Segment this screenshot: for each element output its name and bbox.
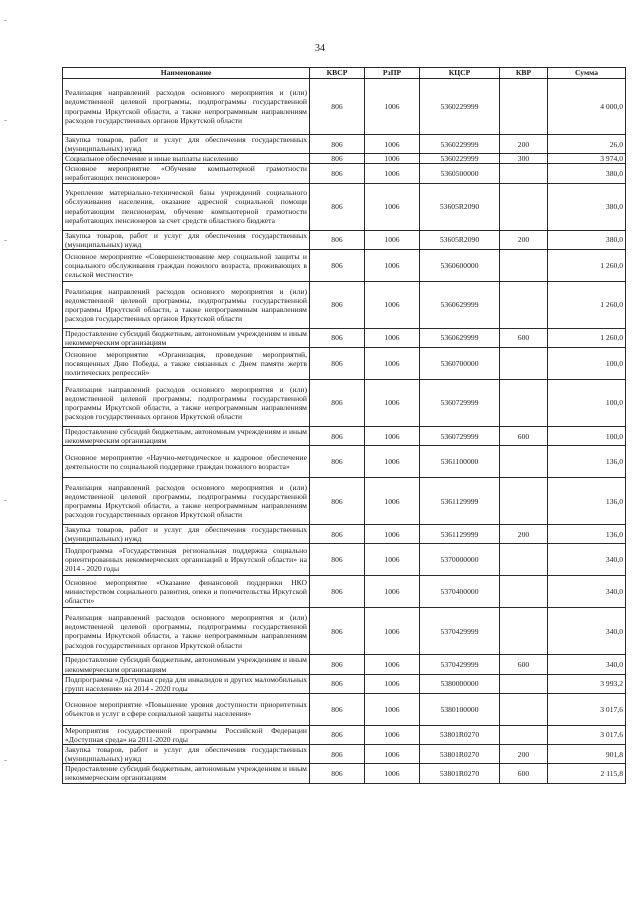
table-row [63, 576, 626, 608]
row-kvr-cell [500, 249, 548, 281]
row-rzpr-cell: 1006 [365, 745, 420, 764]
row-kvr-cell: 600 [500, 328, 548, 347]
row-kvsr-cell: 806 [310, 608, 365, 655]
row-kvsr-cell: 806 [310, 328, 365, 347]
row-sum-cell: 2 115,8 [548, 764, 626, 783]
row-kvsr-cell: 806 [310, 674, 365, 693]
row-kcsr-cell: 5361100000 [420, 446, 500, 478]
row-kvr-cell [500, 725, 548, 744]
column-header-rzpr: РзПР [365, 68, 420, 79]
row-name-cell: Основное мероприятие «Совершенствование мер социальной защиты и социального обслуживания граждан пожилого возраста, проживающих в сельской местности» [63, 249, 310, 281]
column-header-name: Наименование [63, 68, 310, 79]
row-kvsr-cell: 806 [310, 544, 365, 576]
table-row [63, 525, 626, 544]
row-kvsr-cell: 806 [310, 135, 365, 154]
row-rzpr-cell: 1006 [365, 655, 420, 674]
row-name-cell: Мероприятия государственной программы Российской Федерации «Доступная среда» на 2011-2020 годы [63, 725, 310, 744]
row-name-cell: Подпрограмма «Доступная среда для инвалидов и других маломобильных групп населения» на 2014 - 2020 годы [63, 674, 310, 693]
column-header-kvr: КВР [500, 68, 548, 79]
table-row [63, 379, 626, 426]
row-sum-cell: 340,0 [548, 608, 626, 655]
row-kvsr-cell: 806 [310, 655, 365, 674]
row-kcsr-cell: 53605R2090 [420, 230, 500, 249]
row-kvsr-cell: 806 [310, 525, 365, 544]
row-kvr-cell: 200 [500, 525, 548, 544]
row-sum-cell: 3 974,0 [548, 154, 626, 164]
scan-margin-mark [4, 20, 7, 21]
row-kvr-cell [500, 281, 548, 328]
row-kcsr-cell: 5360600000 [420, 249, 500, 281]
table-row [63, 249, 626, 281]
row-kvsr-cell: 806 [310, 478, 365, 525]
row-kvr-cell [500, 79, 548, 135]
scan-margin-mark [4, 240, 7, 241]
row-rzpr-cell: 1006 [365, 135, 420, 154]
row-name-cell: Основное мероприятие «Научно-методическое и кадровое обеспечение деятельности по социальной поддержке граждан пожилого возраста» [63, 446, 310, 478]
row-rzpr-cell: 1006 [365, 183, 420, 230]
table-row [63, 655, 626, 674]
row-rzpr-cell: 1006 [365, 328, 420, 347]
row-kcsr-cell: 53801R0270 [420, 764, 500, 783]
row-sum-cell: 1 260,0 [548, 249, 626, 281]
row-sum-cell: 100,0 [548, 426, 626, 445]
scan-margin-mark [4, 500, 7, 501]
row-name-cell: Закупка товаров, работ и услуг для обеспечения государственных (муниципальных) нужд [63, 745, 310, 764]
row-kvr-cell: 600 [500, 426, 548, 445]
row-name-cell: Реализация направлений расходов основного мероприятия и (или) ведомственной целевой программы, подпрограммы государственной программы Иркутской области, а также непрограммным направлениям расходов государственных органов Иркутской области [63, 281, 310, 328]
row-kvsr-cell: 806 [310, 764, 365, 783]
row-name-cell: Предоставление субсидий бюджетным, автономным учреждениям и иным некоммерческим организациям [63, 764, 310, 783]
row-sum-cell: 1 260,0 [548, 328, 626, 347]
row-rzpr-cell: 1006 [365, 608, 420, 655]
table-row [63, 725, 626, 744]
row-rzpr-cell: 1006 [365, 478, 420, 525]
row-kcsr-cell: 5360500000 [420, 164, 500, 183]
row-rzpr-cell: 1006 [365, 426, 420, 445]
row-kvr-cell: 200 [500, 745, 548, 764]
table-row [63, 745, 626, 764]
row-kcsr-cell: 5360729999 [420, 379, 500, 426]
table-row [63, 154, 626, 164]
page-number: 34 [315, 43, 325, 54]
row-rzpr-cell: 1006 [365, 79, 420, 135]
row-name-cell: Реализация направлений расходов основного мероприятия и (или) ведомственной целевой программы, подпрограммы государственной программы Иркутской области, а также непрограммным направлениям расходов государственных органов Иркутской области [63, 608, 310, 655]
row-sum-cell: 100,0 [548, 347, 626, 379]
row-kcsr-cell: 5380100000 [420, 693, 500, 725]
table-row [63, 674, 626, 693]
row-kcsr-cell: 53605R2090 [420, 183, 500, 230]
row-kvsr-cell: 806 [310, 79, 365, 135]
row-kvr-cell [500, 544, 548, 576]
row-kcsr-cell: 53801R0270 [420, 745, 500, 764]
row-name-cell: Основное мероприятие «Обучение компьютерной грамотности неработающих пенсионеров» [63, 164, 310, 183]
table-row [63, 183, 626, 230]
scan-margin-mark [4, 760, 7, 761]
row-kvr-cell [500, 446, 548, 478]
row-kvsr-cell: 806 [310, 249, 365, 281]
row-rzpr-cell: 1006 [365, 446, 420, 478]
row-name-cell: Закупка товаров, работ и услуг для обеспечения государственных (муниципальных) нужд [63, 135, 310, 154]
row-kcsr-cell: 5370429999 [420, 655, 500, 674]
table-row [63, 478, 626, 525]
table-row [63, 135, 626, 154]
row-kvsr-cell: 806 [310, 347, 365, 379]
row-kvsr-cell: 806 [310, 154, 365, 164]
table-body [63, 79, 626, 784]
table-row [63, 693, 626, 725]
row-kvsr-cell: 806 [310, 725, 365, 744]
row-kvsr-cell: 806 [310, 164, 365, 183]
row-name-cell: Закупка товаров, работ и услуг для обеспечения государственных (муниципальных) нужд [63, 230, 310, 249]
row-kcsr-cell: 5370429999 [420, 608, 500, 655]
row-kvr-cell: 600 [500, 764, 548, 783]
row-kcsr-cell: 5360629999 [420, 281, 500, 328]
row-sum-cell: 3 993,2 [548, 674, 626, 693]
row-kvr-cell [500, 674, 548, 693]
column-header-kcsr: КЦСР [420, 68, 500, 79]
row-rzpr-cell: 1006 [365, 725, 420, 744]
row-name-cell: Основное мероприятие «Организация, проведение мероприятий, посвященных Дню Победы, а также связанных с Днем памяти жертв политических репрессий» [63, 347, 310, 379]
row-kvsr-cell: 806 [310, 446, 365, 478]
row-kcsr-cell: 5360229999 [420, 154, 500, 164]
row-name-cell: Социальное обеспечение и иные выплаты населению [63, 154, 310, 164]
row-kvsr-cell: 806 [310, 230, 365, 249]
row-sum-cell: 4 000,0 [548, 79, 626, 135]
row-kvsr-cell: 806 [310, 745, 365, 764]
row-kcsr-cell: 5360700000 [420, 347, 500, 379]
row-name-cell: Предоставление субсидий бюджетным, автономным учреждениям и иным некоммерческим организациям [63, 328, 310, 347]
row-rzpr-cell: 1006 [365, 576, 420, 608]
row-kvr-cell [500, 693, 548, 725]
table-row [63, 164, 626, 183]
row-rzpr-cell: 1006 [365, 347, 420, 379]
row-sum-cell: 26,0 [548, 135, 626, 154]
row-sum-cell: 136,0 [548, 525, 626, 544]
column-header-kvsr: КВСР [310, 68, 365, 79]
row-kvr-cell [500, 347, 548, 379]
row-sum-cell: 340,0 [548, 655, 626, 674]
row-rzpr-cell: 1006 [365, 164, 420, 183]
row-kcsr-cell: 5360229999 [420, 135, 500, 154]
table-row [63, 764, 626, 783]
row-sum-cell: 3 017,6 [548, 693, 626, 725]
row-sum-cell: 380,0 [548, 164, 626, 183]
row-rzpr-cell: 1006 [365, 674, 420, 693]
row-name-cell: Реализация направлений расходов основного мероприятия и (или) ведомственной целевой программы, подпрограммы государственной программы Иркутской области, а также непрограммным направлениям расходов государственных органов Иркутской области [63, 79, 310, 135]
row-name-cell: Подпрограмма «Государственная региональная поддержка социально ориентированных некоммерческих организаций в Иркутской области» на 2014 - 2020 годы [63, 544, 310, 576]
scan-margin-mark [4, 120, 7, 121]
budget-table [62, 67, 626, 784]
row-sum-cell: 100,0 [548, 379, 626, 426]
row-kcsr-cell: 5360729999 [420, 426, 500, 445]
table-row [63, 230, 626, 249]
table-row [63, 347, 626, 379]
row-kcsr-cell: 53801R0270 [420, 725, 500, 744]
table-row [63, 79, 626, 135]
row-kvr-cell [500, 478, 548, 525]
row-sum-cell: 380,0 [548, 230, 626, 249]
row-sum-cell: 1 260,0 [548, 281, 626, 328]
row-kcsr-cell: 5360229999 [420, 79, 500, 135]
row-kvsr-cell: 806 [310, 576, 365, 608]
row-sum-cell: 340,0 [548, 544, 626, 576]
row-sum-cell: 901,8 [548, 745, 626, 764]
row-kcsr-cell: 5370000000 [420, 544, 500, 576]
row-rzpr-cell: 1006 [365, 249, 420, 281]
table-row [63, 328, 626, 347]
row-kvr-cell: 200 [500, 135, 548, 154]
row-sum-cell: 3 017,6 [548, 725, 626, 744]
row-name-cell: Основное мероприятие «Повышение уровня доступности приоритетных объектов и услуг в сфере социальной защиты населения» [63, 693, 310, 725]
row-rzpr-cell: 1006 [365, 281, 420, 328]
row-kvr-cell [500, 576, 548, 608]
row-name-cell: Укрепление материально-технической базы учреждений социального обслуживания населения, оказание адресной социальной помощи неработающим пенсионерам, обучение компьютерной грамотности неработающих пенсионеров за счет средств областного бюджета [63, 183, 310, 230]
row-kvsr-cell: 806 [310, 281, 365, 328]
row-rzpr-cell: 1006 [365, 544, 420, 576]
table-row [63, 281, 626, 328]
row-kcsr-cell: 5361129999 [420, 478, 500, 525]
table-row [63, 608, 626, 655]
table-header-row [63, 68, 626, 79]
row-kvr-cell [500, 379, 548, 426]
row-sum-cell: 136,0 [548, 478, 626, 525]
row-kvr-cell: 200 [500, 230, 548, 249]
table-row [63, 544, 626, 576]
table-row [63, 446, 626, 478]
row-name-cell: Реализация направлений расходов основного мероприятия и (или) ведомственной целевой программы, подпрограммы государственной программы Иркутской области, а также непрограммным направлениям расходов государственных органов Иркутской области [63, 478, 310, 525]
table-row [63, 426, 626, 445]
row-kvsr-cell: 806 [310, 183, 365, 230]
row-name-cell: Закупка товаров, работ и услуг для обеспечения государственных (муниципальных) нужд [63, 525, 310, 544]
row-kcsr-cell: 5370400000 [420, 576, 500, 608]
row-rzpr-cell: 1006 [365, 154, 420, 164]
row-kvr-cell: 600 [500, 655, 548, 674]
row-sum-cell: 340,0 [548, 576, 626, 608]
row-name-cell: Предоставление субсидий бюджетным, автономным учреждениям и иным некоммерческим организациям [63, 655, 310, 674]
row-sum-cell: 136,0 [548, 446, 626, 478]
row-rzpr-cell: 1006 [365, 693, 420, 725]
row-rzpr-cell: 1006 [365, 525, 420, 544]
row-kvr-cell: 300 [500, 154, 548, 164]
column-header-sum: Сумма [548, 68, 626, 79]
row-rzpr-cell: 1006 [365, 379, 420, 426]
row-kcsr-cell: 5380000000 [420, 674, 500, 693]
row-kvsr-cell: 806 [310, 379, 365, 426]
row-rzpr-cell: 1006 [365, 230, 420, 249]
row-kvr-cell [500, 183, 548, 230]
row-kcsr-cell: 5360629999 [420, 328, 500, 347]
row-name-cell: Реализация направлений расходов основного мероприятия и (или) ведомственной целевой программы, подпрограммы государственной программы Иркутской области, а также непрограммным направлениям расходов государственных органов Иркутской области [63, 379, 310, 426]
row-kvr-cell [500, 164, 548, 183]
row-kvr-cell [500, 608, 548, 655]
row-name-cell: Основное мероприятие «Оказание финансовой поддержки НКО министерством социального развития, опеки и попечительства Иркутской области» [63, 576, 310, 608]
row-kvsr-cell: 806 [310, 426, 365, 445]
row-name-cell: Предоставление субсидий бюджетным, автономным учреждениям и иным некоммерческим организациям [63, 426, 310, 445]
row-rzpr-cell: 1006 [365, 764, 420, 783]
row-kvsr-cell: 806 [310, 693, 365, 725]
row-kcsr-cell: 5361129999 [420, 525, 500, 544]
row-sum-cell: 380,0 [548, 183, 626, 230]
